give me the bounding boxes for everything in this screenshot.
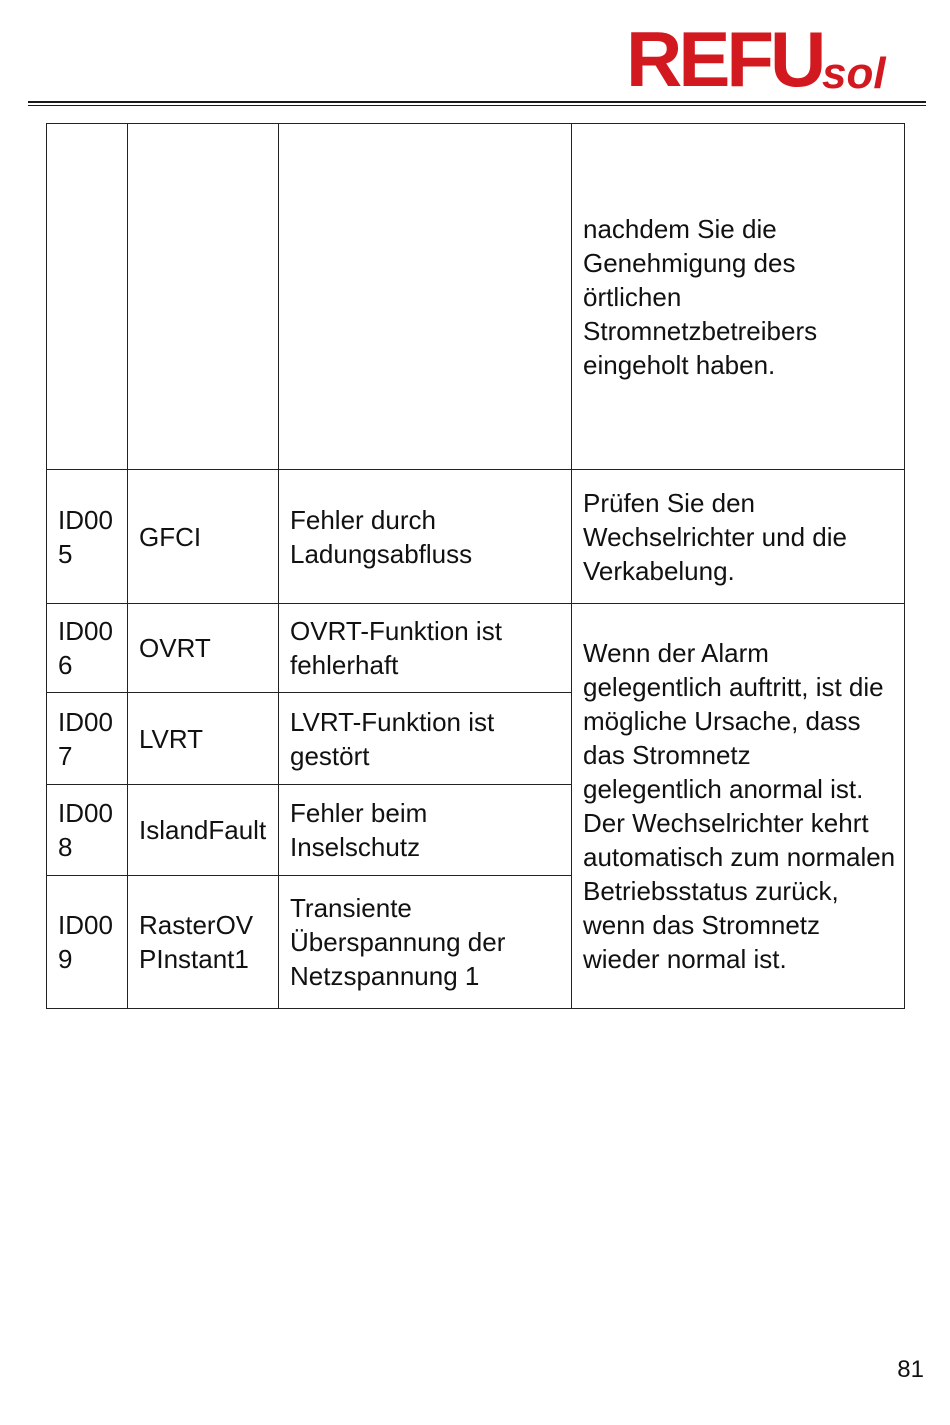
id-cell: ID005 [47,470,128,604]
id-cell: ID009 [47,876,128,1009]
refusol-logo [626,22,916,100]
error-code-table [46,123,905,1009]
description-cell: OVRT-Funktion ist fehlerhaft [279,604,572,693]
svg-text:sol: sol [822,49,886,98]
table-row [47,470,905,604]
table-row [47,604,905,693]
solution-cell [572,124,905,470]
header-rule-thin [28,105,926,106]
description-cell: Transiente Überspannung der Netzspannung 1 [279,876,572,1009]
name-cell: LVRT [128,693,279,785]
page-number: 81 [897,1356,924,1383]
name-cell: OVRT [128,604,279,693]
solution-cell: Prüfen Sie den Wechselrichter und die Verkabelung. [572,470,905,604]
description-cell: LVRT-Funktion ist gestört [279,693,572,785]
name-cell: RasterOVPInstant1 [128,876,279,1009]
svg-text:REFU: REFU [626,22,823,100]
solution-text: nachdem Sie die Genehmigung des örtlichen Stromnetzbetreibers eingeholt haben. [583,213,818,380]
id-cell: ID007 [47,693,128,785]
header-rule-thick [28,101,926,103]
name-cell [128,124,279,470]
id-cell: ID008 [47,785,128,876]
id-cell: ID006 [47,604,128,693]
description-cell: Fehler durch Ladungsabfluss [279,470,572,604]
name-cell: GFCI [128,470,279,604]
description-cell: Fehler beim Inselschutz [279,785,572,876]
solution-cell: Wenn der Alarm gelegentlich auftritt, ist die mögliche Ursache, dass das Stromnetz gelegentlich anormal ist. Der Wechselrichter kehrt automatisch zum normalen Betriebsstatus zurück, wenn das Stromnetz wieder normal ist. [572,604,905,1009]
description-cell [279,124,572,470]
name-cell: IslandFault [128,785,279,876]
table-row [47,124,905,470]
id-cell [47,124,128,470]
